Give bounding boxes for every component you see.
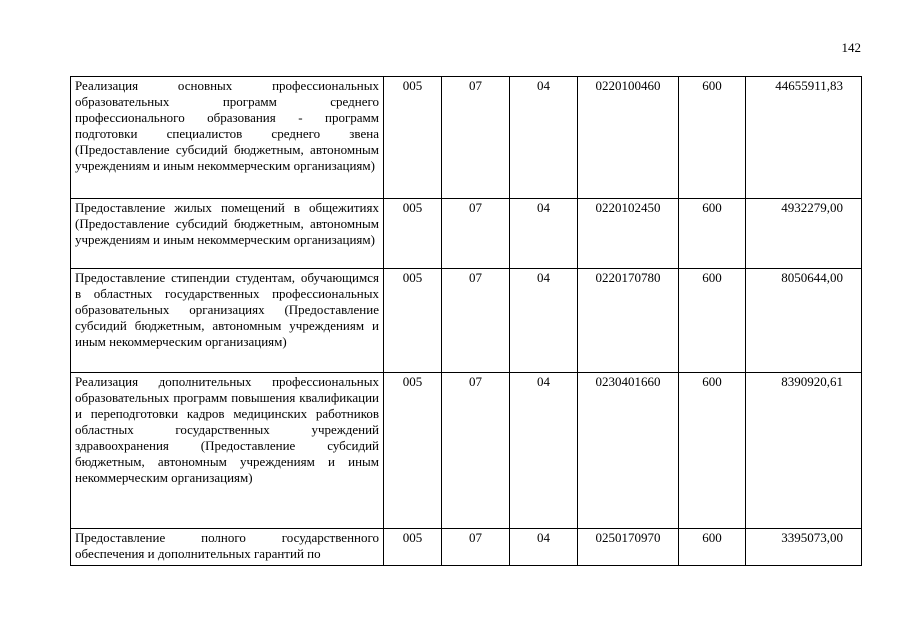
- table-row: [71, 529, 862, 566]
- table-row: [71, 373, 862, 529]
- expense-type-code: 600: [679, 199, 746, 269]
- amount: 4932279,00: [746, 199, 862, 269]
- section-code: 07: [442, 269, 510, 373]
- ministry-code: 005: [384, 199, 442, 269]
- subsection-code: 04: [510, 373, 578, 529]
- row-description: Реализация основных профессиональных образовательных программ среднего профессионального образования - программ подготовки специалистов среднего звена (Предоставление субсидий бюджетным, автономным учреждениям и иным некоммерческим организациям): [71, 77, 384, 199]
- table-row: [71, 199, 862, 269]
- target-article-code: 0220170780: [578, 269, 679, 373]
- ministry-code: 005: [384, 77, 442, 199]
- row-description: Предоставление полного государственного обеспечения и дополнительных гарантий по: [71, 529, 384, 566]
- amount: 44655911,83: [746, 77, 862, 199]
- page-number: 142: [841, 40, 861, 55]
- table-row: [71, 269, 862, 373]
- target-article-code: 0220102450: [578, 199, 679, 269]
- ministry-code: 005: [384, 269, 442, 373]
- target-article-code: 0230401660: [578, 373, 679, 529]
- target-article-code: 0250170970: [578, 529, 679, 566]
- expense-type-code: 600: [679, 77, 746, 199]
- amount: 8390920,61: [746, 373, 862, 529]
- section-code: 07: [442, 77, 510, 199]
- expense-type-code: 600: [679, 269, 746, 373]
- target-article-code: 0220100460: [578, 77, 679, 199]
- section-code: 07: [442, 199, 510, 269]
- table-row: [71, 77, 862, 199]
- row-description: Предоставление стипендии студентам, обучающимся в областных государственных профессиональных образовательных организациях (Предоставление субсидий бюджетным, автономным учреждениям и иным некоммерческим организациям): [71, 269, 384, 373]
- section-code: 07: [442, 373, 510, 529]
- subsection-code: 04: [510, 199, 578, 269]
- ministry-code: 005: [384, 529, 442, 566]
- subsection-code: 04: [510, 77, 578, 199]
- subsection-code: 04: [510, 529, 578, 566]
- expense-type-code: 600: [679, 529, 746, 566]
- amount: 3395073,00: [746, 529, 862, 566]
- section-code: 07: [442, 529, 510, 566]
- subsection-code: 04: [510, 269, 578, 373]
- row-description: Предоставление жилых помещений в общежитиях (Предоставление субсидий бюджетным, автономным учреждениям и иным некоммерческим организациям): [71, 199, 384, 269]
- amount: 8050644,00: [746, 269, 862, 373]
- ministry-code: 005: [384, 373, 442, 529]
- budget-table: [70, 76, 862, 566]
- row-description: Реализация дополнительных профессиональных образовательных программ повышения квалификации и переподготовки кадров медицинских работников областных государственных учреждений здравоохранения (Предоставление субсидий бюджетным, автономным учреждениям и иным некоммерческим организациям): [71, 373, 384, 529]
- expense-type-code: 600: [679, 373, 746, 529]
